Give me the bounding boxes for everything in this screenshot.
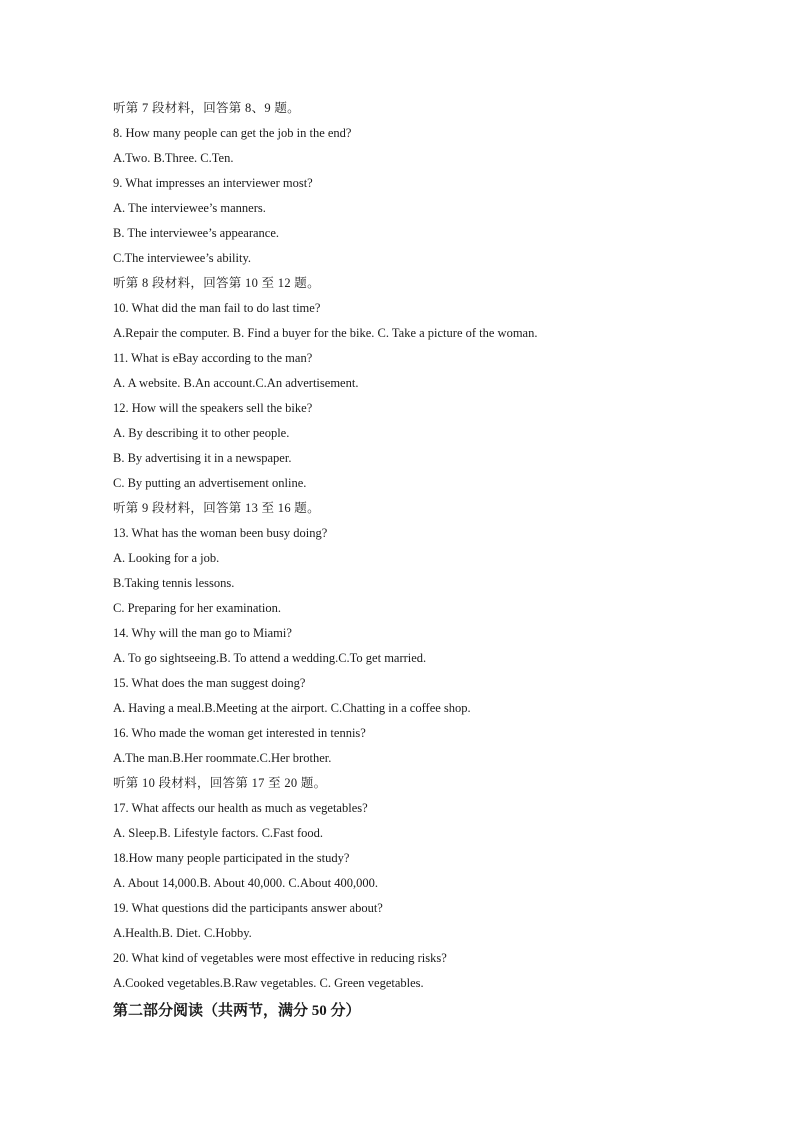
- answer-option: B.Taking tennis lessons.: [113, 576, 235, 590]
- question-text: 12. How will the speakers sell the bike?: [113, 401, 313, 415]
- answer-options: A.The man.B.Her roommate.C.Her brother.: [113, 751, 332, 765]
- document-page: [113, 96, 713, 1024]
- answer-option: B. By advertising it in a newspaper.: [113, 451, 292, 465]
- question-text: 16. Who made the woman get interested in tennis?: [113, 726, 366, 740]
- question-text: 13. What has the woman been busy doing?: [113, 526, 328, 540]
- answer-options: A.Two. B.Three. C.Ten.: [113, 151, 234, 165]
- answer-option: B. The interviewee’s appearance.: [113, 226, 280, 240]
- answer-options: A.Repair the computer. B. Find a buyer for the bike. C. Take a picture of the woman.: [113, 326, 538, 340]
- answer-options: A.Health.B. Diet. C.Hobby.: [113, 926, 252, 940]
- question-text: 14. Why will the man go to Miami?: [113, 626, 292, 640]
- answer-option: C. By putting an advertisement online.: [113, 476, 307, 490]
- answer-option: C.The interviewee’s ability.: [113, 251, 252, 265]
- answer-options: A. Having a meal.B.Meeting at the airport. C.Chatting in a coffee shop.: [113, 701, 471, 715]
- question-text: 11. What is eBay according to the man?: [113, 351, 313, 365]
- question-text: 10. What did the man fail to do last time?: [113, 301, 321, 315]
- question-text: 15. What does the man suggest doing?: [113, 676, 306, 690]
- question-text: 9. What impresses an interviewer most?: [113, 176, 313, 190]
- answer-options: A. To go sightseeing.B. To attend a wedding.C.To get married.: [113, 651, 427, 665]
- answer-option: A. Looking for a job.: [113, 551, 220, 565]
- question-text: 20. What kind of vegetables were most effective in reducing risks?: [113, 951, 447, 965]
- answer-options: A.Cooked vegetables.B.Raw vegetables. C. Green vegetables.: [113, 976, 424, 990]
- answer-option: C. Preparing for her examination.: [113, 601, 282, 615]
- answer-options: A. Sleep.B. Lifestyle factors. C.Fast food.: [113, 826, 324, 840]
- answer-option: A. By describing it to other people.: [113, 426, 290, 440]
- answer-option: A. The interviewee’s manners.: [113, 201, 266, 215]
- section-instruction: 听第 10 段材料，回答第 17 至 20 题。: [113, 776, 327, 790]
- question-text: 19. What questions did the participants answer about?: [113, 901, 383, 915]
- answer-options: A. A website. B.An account.C.An advertisement.: [113, 376, 359, 390]
- question-text: 8. How many people can get the job in the end?: [113, 126, 352, 140]
- section-instruction: 听第 8 段材料，回答第 10 至 12 题。: [113, 276, 320, 290]
- section-instruction: 听第 9 段材料，回答第 13 至 16 题。: [113, 501, 320, 515]
- section-instruction: 听第 7 段材料，回答第 8、9 题。: [113, 101, 300, 115]
- answer-options: A. About 14,000.B. About 40,000. C.About 400,000.: [113, 876, 378, 890]
- question-text: 17. What affects our health as much as vegetables?: [113, 801, 368, 815]
- part-heading: 第二部分阅读（共两节，满分 50 分）: [113, 1003, 361, 1019]
- question-text: 18.How many people participated in the study?: [113, 851, 350, 865]
